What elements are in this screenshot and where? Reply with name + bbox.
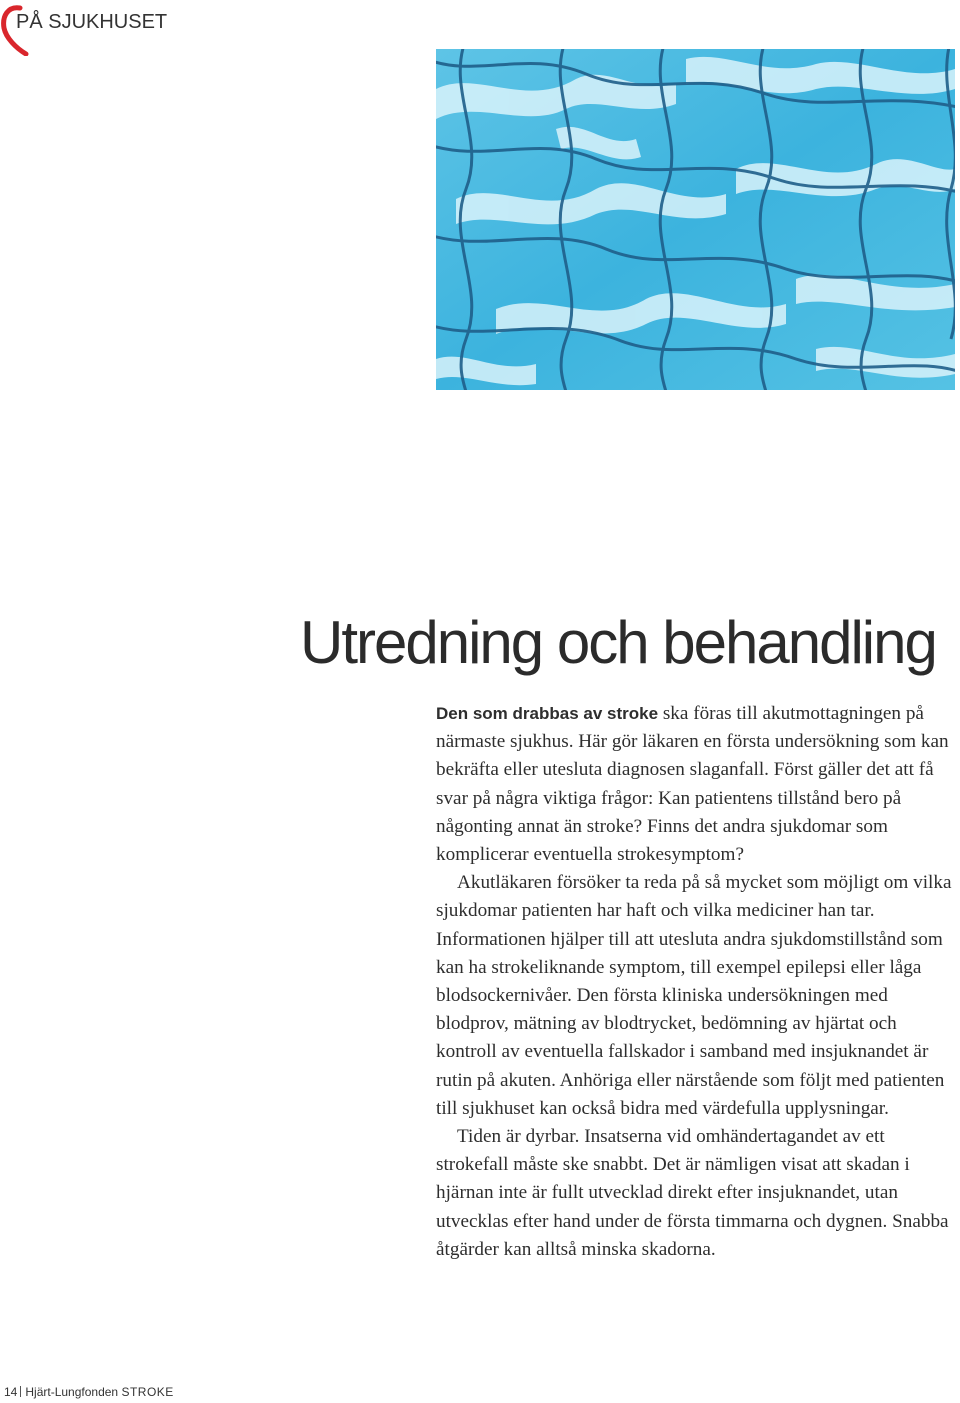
footer-publisher: Hjärt-Lungfonden (25, 1385, 119, 1399)
paragraph-1-text: ska föras till akutmottagningen på närmaste sjukhus. Här gör läkaren en första undersökning som kan bekräfta eller utesluta diagnosen slaganfall. Först gäller det att få svar på några viktiga frågor: Kan patientens tillstånd bero på någonting annat än stroke? Finns det andra sjukdomar som komplicerar eventuella strokesymptom? (436, 703, 949, 866)
page-header (0, 0, 300, 56)
paragraph-2: Akutläkaren försöker ta reda på så mycket som möjligt om vilka sjukdomar patienten har haft och vilka mediciner han tar. Informationen hjälper till att utesluta andra sjukdomstillstånd som kan ha strokeliknande symptom, till exempel epilepsi eller låga blodsockernivåer. Den första kliniska undersökningen med blodprov, mätning av blodtrycket, bedömning av hjärtat och kontroll av eventuella fallskador i samband med insjuknandet är rutin på akuten. Anhöriga eller närstående som följt med patienten till sjukhuset kan också bidra med värdefulla upplysningar. (436, 872, 952, 1119)
pool-water-tiles-image (436, 49, 955, 390)
paragraph-1 (436, 700, 956, 869)
footer-brand: STROKE (121, 1385, 174, 1399)
footer-divider (20, 1386, 21, 1397)
section-label: PÅ SJUKHUSET (16, 11, 168, 33)
paragraph-3: Tiden är dyrbar. Insatserna vid omhändertagandet av ett strokefall måste ske snabbt. Det är nämligen visat att skadan i hjärnan inte är fullt utvecklad direkt efter insjuknandet, utan utvecklas efter hand under de första timmarna och dygnen. Snabba åtgärder kan alltså minska skadorna. (436, 1126, 949, 1260)
article-title: Utredning och behandling (300, 609, 936, 676)
page-number: 14 (4, 1385, 18, 1399)
article-body (436, 700, 956, 1264)
lead-in: Den som drabbas av stroke (436, 704, 659, 723)
page-footer (4, 1385, 174, 1399)
